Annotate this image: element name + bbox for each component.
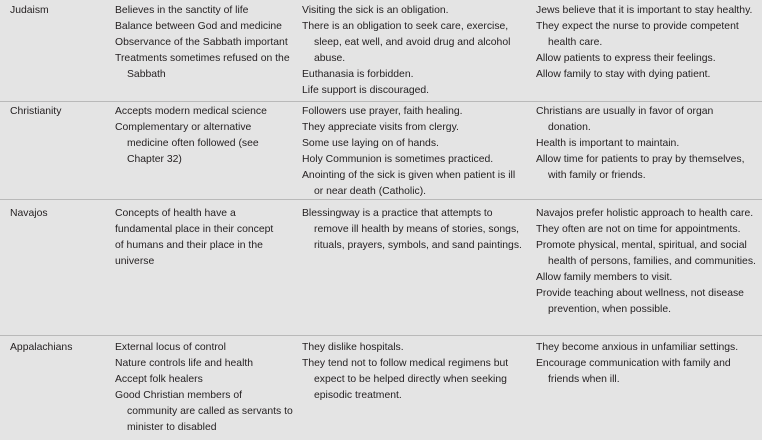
list-item: Euthanasia is forbidden. bbox=[302, 69, 414, 80]
practices-cell bbox=[302, 206, 524, 254]
list-item: Encourage communication with family and friends when ill. bbox=[536, 358, 731, 385]
implications-cell bbox=[536, 104, 756, 184]
list-item: Jews believe that it is important to stay healthy. bbox=[536, 5, 753, 16]
list-item: Allow time for patients to pray by themselves, with family or friends. bbox=[536, 154, 745, 181]
list-item: Treatments sometimes refused on the Sabbath bbox=[115, 53, 290, 80]
group-cell bbox=[10, 206, 110, 222]
group-cell bbox=[10, 104, 110, 120]
list-item: There is an obligation to seek care, exercise, sleep, eat well, and avoid drug and alcohol abuse. bbox=[302, 21, 511, 64]
group-name: Navajos bbox=[10, 208, 48, 219]
list-item: Balance between God and medicine bbox=[115, 21, 282, 32]
list-item: Complementary or alternative medicine often followed (see Chapter 32) bbox=[115, 122, 259, 165]
list-item: Allow patients to express their feelings. bbox=[536, 53, 716, 64]
list-item: Holy Communion is sometimes practiced. bbox=[302, 154, 494, 165]
list-item: Nature controls life and health bbox=[115, 358, 254, 369]
list-item: External locus of control bbox=[115, 342, 226, 353]
list-item: They expect the nurse to provide competent health care. bbox=[536, 21, 739, 48]
list-item: Good Christian members of community are called as servants to minister to disabled bbox=[115, 390, 293, 433]
list-item: Observance of the Sabbath important bbox=[115, 37, 288, 48]
list-item: Allow family to stay with dying patient. bbox=[536, 69, 711, 80]
list-item: Followers use prayer, faith healing. bbox=[302, 106, 463, 117]
row-divider bbox=[0, 199, 762, 200]
row-divider bbox=[0, 335, 762, 336]
list-item: Christians are usually in favor of organ donation. bbox=[536, 106, 714, 133]
list-item: Visiting the sick is an obligation. bbox=[302, 5, 449, 16]
beliefs-cell bbox=[115, 340, 293, 436]
list-item: Accept folk healers bbox=[115, 374, 203, 385]
list-item: They appreciate visits from clergy. bbox=[302, 122, 459, 133]
list-item: Concepts of health have a fundamental place in their concept of humans and their place in the universe bbox=[115, 208, 274, 267]
list-item: Anointing of the sick is given when patient is ill or near death (Catholic). bbox=[302, 170, 516, 197]
list-item: Allow family members to visit. bbox=[536, 272, 673, 283]
beliefs-cell bbox=[115, 104, 293, 168]
beliefs-cell bbox=[115, 3, 293, 83]
practices-cell bbox=[302, 3, 524, 99]
group-cell bbox=[10, 340, 110, 356]
group-name: Judaism bbox=[10, 5, 49, 16]
list-item: Blessingway is a practice that attempts to remove ill health by means of stories, songs, rituals, prayers, symbols, and sand paintings. bbox=[302, 208, 522, 251]
list-item: Health is important to maintain. bbox=[536, 138, 680, 149]
list-item: Navajos prefer holistic approach to health care. bbox=[536, 208, 754, 219]
group-name: Appalachians bbox=[10, 342, 73, 353]
list-item: Promote physical, mental, spiritual, and social health of persons, families, and communities. bbox=[536, 240, 756, 267]
list-item: Provide teaching about wellness, not disease prevention, when possible. bbox=[536, 288, 744, 315]
list-item: They often are not on time for appointments. bbox=[536, 224, 741, 235]
group-name: Christianity bbox=[10, 106, 62, 117]
implications-cell bbox=[536, 340, 756, 388]
list-item: They dislike hospitals. bbox=[302, 342, 404, 353]
row-divider bbox=[0, 101, 762, 102]
list-item: Believes in the sanctity of life bbox=[115, 5, 249, 16]
list-item: They become anxious in unfamiliar settings. bbox=[536, 342, 739, 353]
practices-cell bbox=[302, 340, 524, 404]
list-item: Some use laying on of hands. bbox=[302, 138, 439, 149]
list-item: Accepts modern medical science bbox=[115, 106, 267, 117]
implications-cell bbox=[536, 3, 756, 83]
group-cell bbox=[10, 3, 110, 19]
beliefs-cell bbox=[115, 206, 293, 270]
list-item: They tend not to follow medical regimens but expect to be helped directly when seeking episodic treatment. bbox=[302, 358, 509, 401]
implications-cell bbox=[536, 206, 756, 318]
practices-cell bbox=[302, 104, 524, 200]
list-item: Life support is discouraged. bbox=[302, 85, 430, 96]
